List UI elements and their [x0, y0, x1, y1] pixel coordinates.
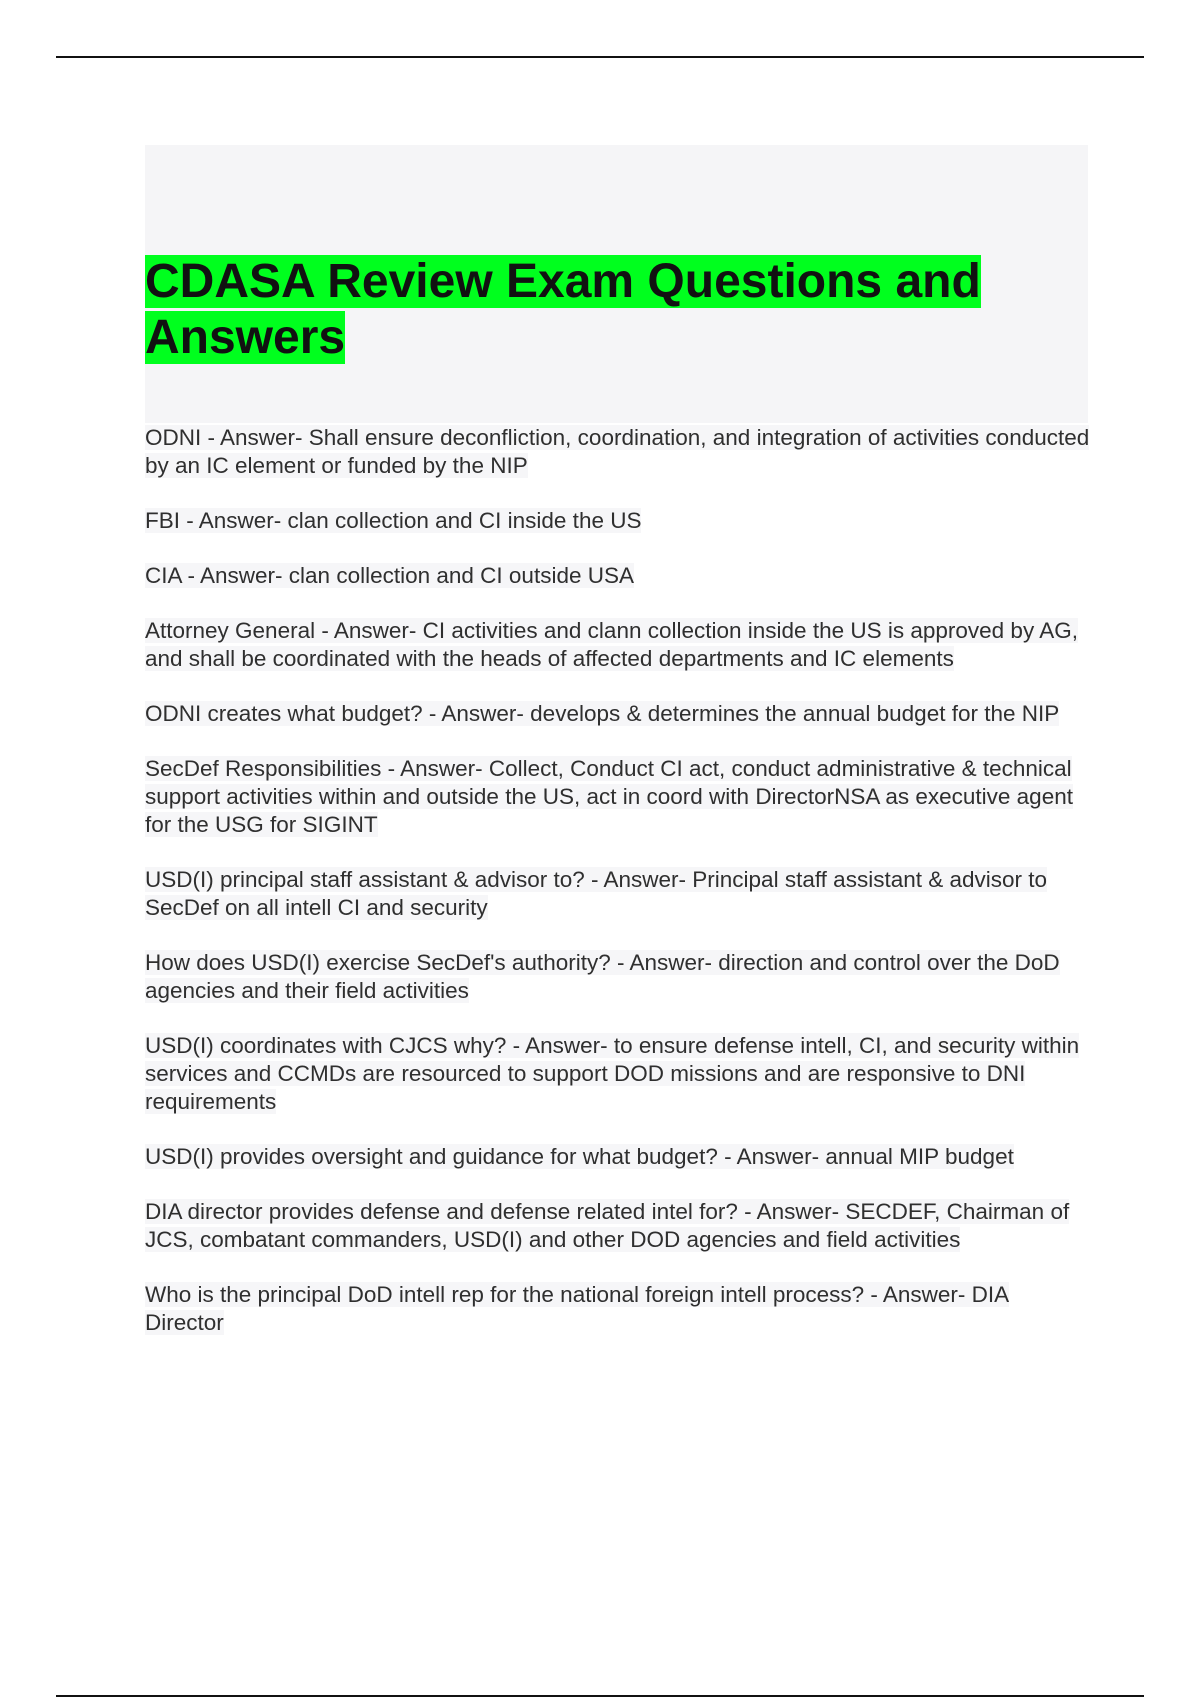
qa-item [145, 562, 1090, 590]
qa-item-text: SecDef Responsibilities - Answer- Collect, Conduct CI act, conduct administrative & technical support activities within and outside the US, act in coord with DirectorNSA as executive agent for the USG for SIGINT [145, 756, 1073, 837]
qa-item [145, 949, 1090, 1005]
qa-item-text: ODNI - Answer- Shall ensure deconfliction, coordination, and integration of activities conducted by an IC element or funded by the NIP [145, 425, 1090, 478]
qa-item-text: How does USD(I) exercise SecDef's authority? - Answer- direction and control over the DoD agencies and their field activities [145, 950, 1060, 1003]
title-highlight: CDASA Review Exam Questions and Answers [145, 255, 981, 364]
page-title [145, 254, 1025, 366]
bottom-rule [56, 1695, 1144, 1697]
qa-item-text: CIA - Answer- clan collection and CI outside USA [145, 563, 634, 588]
qa-item-text: FBI - Answer- clan collection and CI inside the US [145, 508, 642, 533]
qa-item [145, 1032, 1090, 1116]
qa-item [145, 1198, 1090, 1254]
qa-item-text: ODNI creates what budget? - Answer- develops & determines the annual budget for the NIP [145, 701, 1060, 726]
qa-item [145, 1281, 1090, 1337]
top-rule [56, 56, 1144, 58]
qa-item-text: USD(I) principal staff assistant & advisor to? - Answer- Principal staff assistant & advisor to SecDef on all intell CI and security [145, 867, 1048, 920]
qa-item [145, 507, 1090, 535]
qa-list [145, 424, 1090, 1364]
qa-item [145, 866, 1090, 922]
qa-item-text: Who is the principal DoD intell rep for the national foreign intell process? - Answer- DIA Director [145, 1282, 1010, 1335]
qa-item [145, 1143, 1090, 1171]
qa-item-text: Attorney General - Answer- CI activities and clann collection inside the US is approved by AG, and shall be coordinated with the heads of affected departments and IC elements [145, 618, 1078, 671]
qa-item [145, 755, 1090, 839]
qa-item [145, 617, 1090, 673]
qa-item [145, 700, 1090, 728]
qa-item-text: USD(I) provides oversight and guidance for what budget? - Answer- annual MIP budget [145, 1144, 1014, 1169]
qa-item-text: DIA director provides defense and defense related intel for? - Answer- SECDEF, Chairman of JCS, combatant commanders, USD(I) and other DOD agencies and field activities [145, 1199, 1070, 1252]
qa-item [145, 424, 1090, 480]
qa-item-text: USD(I) coordinates with CJCS why? - Answer- to ensure defense intell, CI, and security within services and CCMDs are resourced to support DOD missions and are responsive to DNI requirements [145, 1033, 1080, 1114]
